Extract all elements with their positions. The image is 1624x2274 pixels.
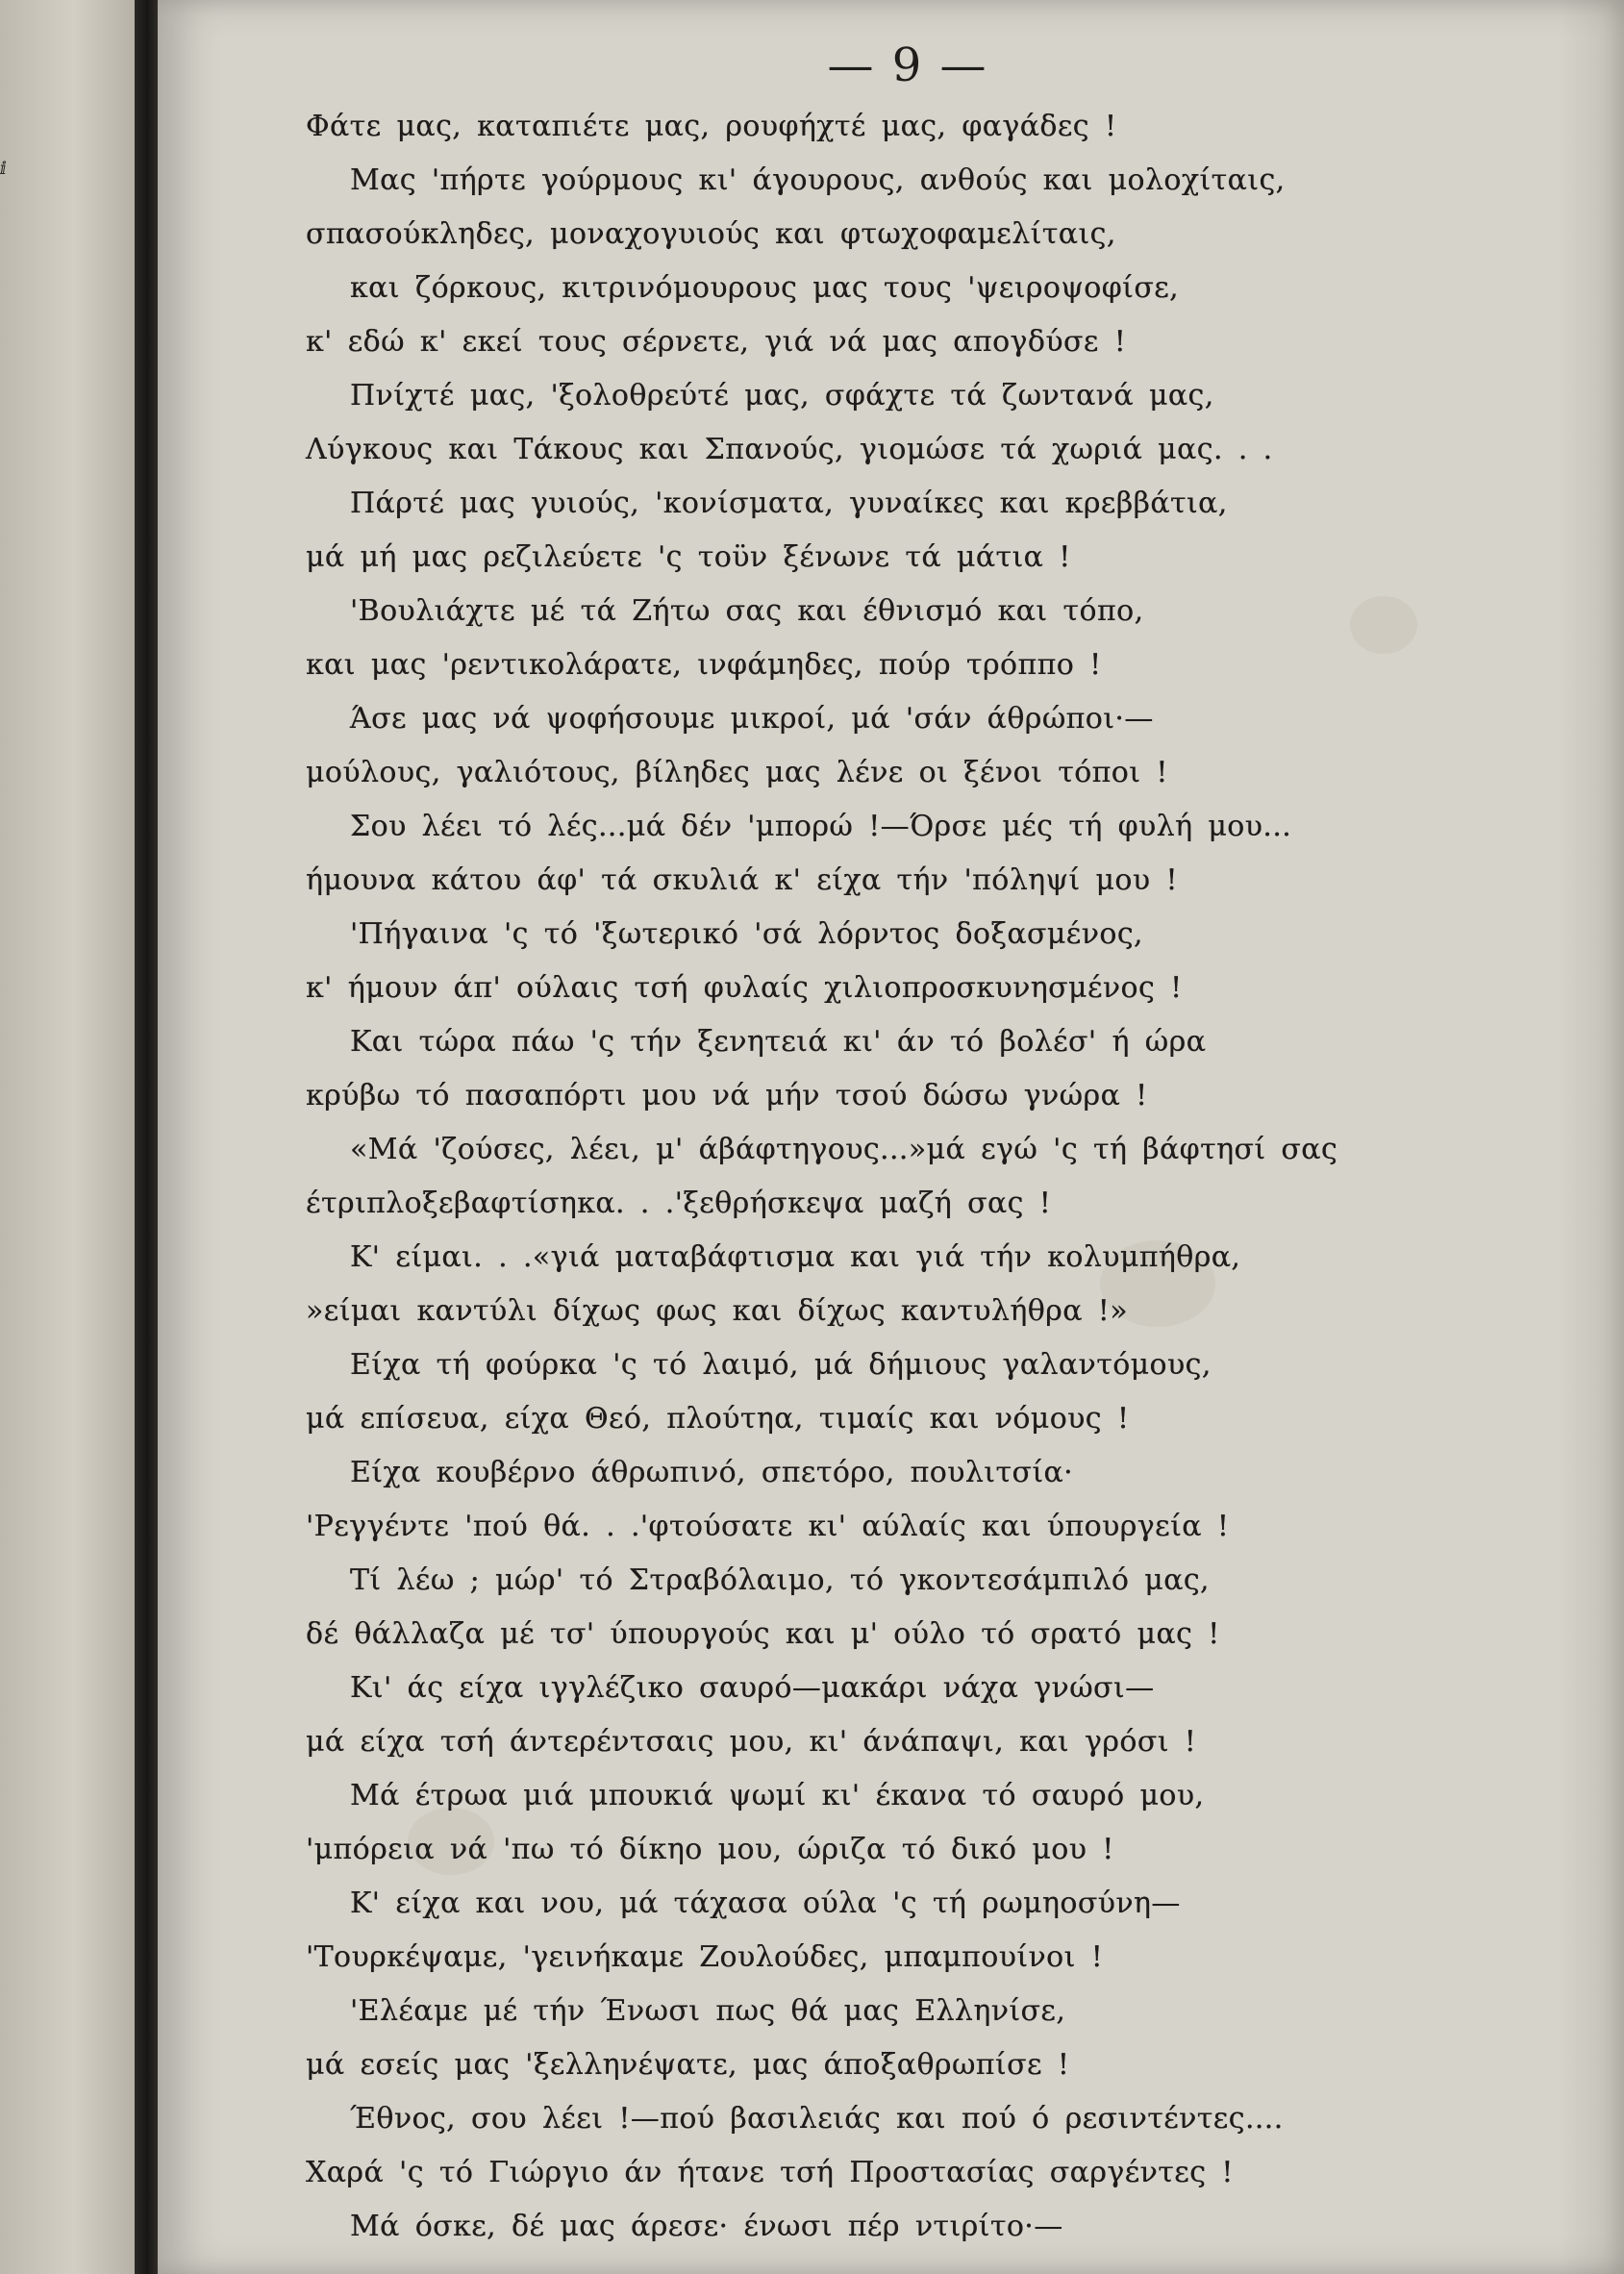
poem-line: και ζόρκους, κιτρινόμουρους μας τους 'ψειροψοφίσε, (350, 271, 1180, 305)
poem-line: δέ θάλλαζα μέ τσ' ύπουργούς και μ' ούλο τό σρατό μας ! (306, 1617, 1220, 1651)
poem-line: μά είχα τσή άντερέντσαις μου, κι' άνάπαψι, και γρόσι ! (306, 1725, 1197, 1759)
poem-text (306, 100, 1537, 2254)
poem-line: 'Ρεγγέντε 'πού θά. . .'φτούσατε κι' αύλαίς και ύπουργεία ! (306, 1510, 1230, 1543)
poem-line: Πνίχτέ μας, 'ξολοθρεύτέ μας, σφάχτε τά ζωντανά μας, (350, 379, 1214, 412)
right-page (158, 0, 1624, 2274)
poem-line: κρύβω τό πασαπόρτι μου νά μήν τσού δώσω γνώρα ! (306, 1079, 1148, 1112)
poem-line: έτριπλοξεβαφτίσηκα. . .'ξεθρήσκεψα μαζή σας ! (306, 1187, 1052, 1220)
poem-line: Και τώρα πάω 'ς τήν ξενητειά κι' άν τό βολέσ' ή ώρα (350, 1025, 1207, 1059)
poem-line: 'μπόρεια νά 'πω τό δίκηο μου, ώριζα τό δικό μου ! (306, 1833, 1114, 1866)
poem-line: Άσε μας νά ψοφήσουμε μικροί, μά 'σάν άθρώποι·— (350, 702, 1154, 736)
poem-line: μά εσείς μας 'ξελληνέψατε, μας άποξαθρωπίσε ! (306, 2048, 1070, 2082)
poem-line: μά επίσευα, είχα Θεό, πλούτηα, τιμαίς και νόμους ! (306, 1402, 1130, 1436)
poem-line: μούλους, γαλιότους, βίληδες μας λένε οι ξένοι τόποι ! (306, 756, 1168, 789)
left-page-mark: ⅈ (0, 159, 7, 179)
poem-line: Λύγκους και Τάκους και Σπανούς, γιομώσε τά χωριά μας. . . (306, 433, 1273, 466)
poem-line: Είχα τή φούρκα 'ς τό λαιμό, μά δήμιους γαλαντόμους, (350, 1348, 1212, 1382)
book-gutter (135, 0, 158, 2274)
page-edge-shadow (1559, 0, 1624, 2274)
poem-line: «Μά 'ζούσες, λέει, μ' άβάφτηγους...»μά εγώ 'ς τή βάφτησί σας (350, 1133, 1338, 1166)
poem-line: Είχα κουβέρνο άθρωπινό, σπετόρο, πουλιτσία· (350, 1456, 1074, 1489)
poem-line: Κ' είχα και νου, μά τάχασα ούλα 'ς τή ρωμηοσύνη— (350, 1887, 1181, 1920)
poem-line: κ' ήμουν άπ' ούλαις τσή φυλαίς χιλιοπροσκυνησμένος ! (306, 971, 1183, 1005)
poem-line: και μας 'ρεντικολάρατε, ινφάμηδες, πούρ τρόππο ! (306, 648, 1102, 682)
poem-line: μά μή μας ρεζιλεύετε 'ς τοϋν ξένωνε τά μάτια ! (306, 540, 1071, 574)
page-number: — 9 — (827, 38, 988, 92)
poem-line: Σου λέει τό λές...μά δέν 'μπορώ !—Όρσε μές τή φυλή μου... (350, 810, 1292, 843)
poem-line: κ' εδώ κ' εκεί τους σέρνετε, γιά νά μας απογδύσε ! (306, 325, 1127, 359)
poem-line: Φάτε μας, καταπιέτε μας, ρουφήχτέ μας, φαγάδες ! (306, 110, 1117, 143)
poem-line: »είμαι καντύλι δίχως φως και δίχως καντυλήθρα !» (306, 1294, 1128, 1328)
left-page-edge (0, 0, 135, 2274)
poem-line: ήμουνα κάτου άφ' τά σκυλιά κ' είχα τήν 'πόληψί μου ! (306, 863, 1178, 897)
poem-line: Έθνος, σου λέει !—πού βασιλειάς και πού ό ρεσιντέντες.... (350, 2102, 1284, 2136)
poem-line: Κ' είμαι. . .«γιά ματαβάφτισμα και γιά τήν κολυμπήθρα, (350, 1240, 1241, 1274)
poem-line: Κι' άς είχα ιγγλέζικο σαυρό—μακάρι νάχα γνώσι— (350, 1671, 1155, 1705)
poem-line: Πάρτέ μας γυιούς, 'κονίσματα, γυναίκες και κρεββάτια, (350, 487, 1228, 520)
poem-line: Τί λέω ; μώρ' τό Στραβόλαιμο, τό γκοντεσάμπιλό μας, (350, 1563, 1210, 1597)
poem-line: 'Πήγαινα 'ς τό 'ξωτερικό 'σά λόρντος δοξασμένος, (350, 917, 1143, 951)
poem-line: Μά όσκε, δέ μας άρεσε· ένωσι πέρ ντιρίτο·— (350, 2210, 1063, 2243)
poem-line: Μας 'πήρτε γούρμους κι' άγουρους, ανθούς και μολοχίταις, (350, 163, 1286, 197)
poem-line: Μά έτρωα μιά μπουκιά ψωμί κι' έκανα τό σαυρό μου, (350, 1779, 1205, 1812)
poem-line: 'Ελέαμε μέ τήν Ένωσι πως θά μας Ελληνίσε, (350, 1994, 1066, 2028)
poem-line: 'Τουρκέψαμε, 'γεινήκαμε Ζουλούδες, μπαμπουίνοι ! (306, 1940, 1104, 1974)
poem-line: σπασούκληδες, μοναχογυιούς και φτωχοφαμελίταις, (306, 217, 1116, 251)
poem-line: Χαρά 'ς τό Γιώργιο άν ήτανε τσή Προστασίας σαργέντες ! (306, 2156, 1234, 2189)
poem-line: 'Βουλιάχτε μέ τά Ζήτω σας και έθνισμό και τόπο, (350, 594, 1144, 628)
